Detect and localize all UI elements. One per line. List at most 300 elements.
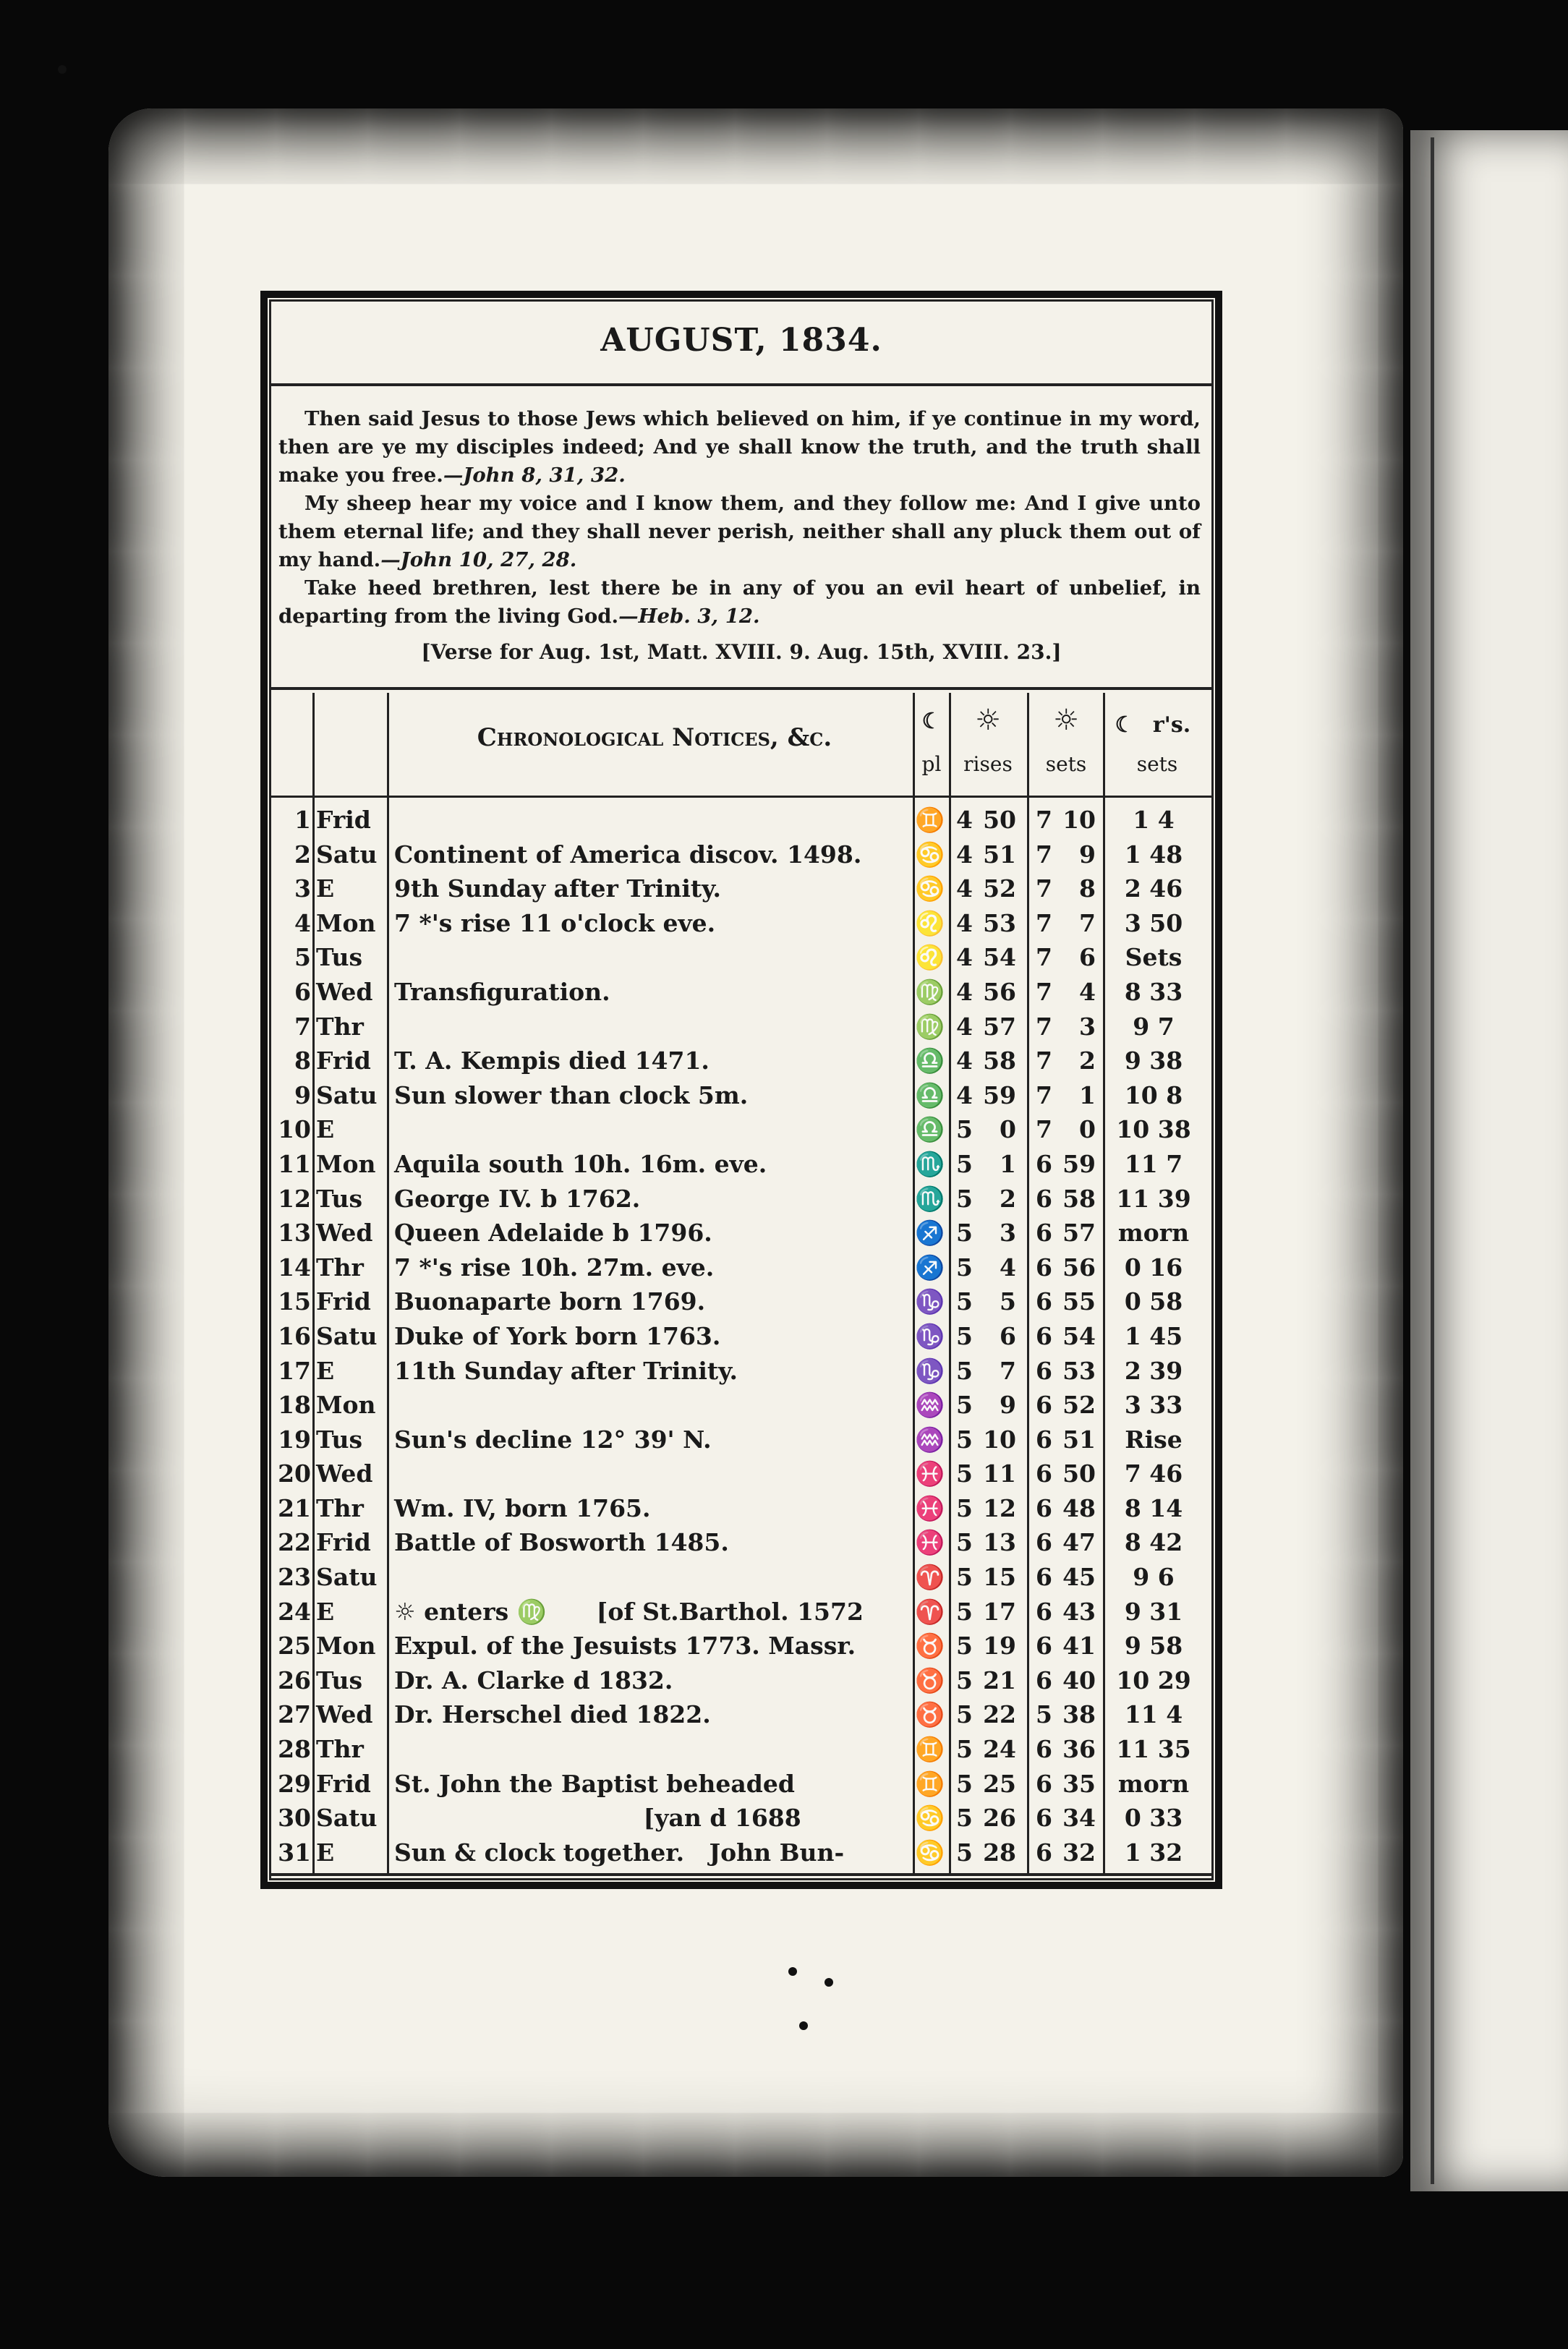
day-number: 5 (294, 943, 311, 972)
verse-ref: —John 10, 27, 28. (380, 548, 577, 571)
zodiac-sign: ♓ (915, 1528, 945, 1557)
moon-time: 2 46 (1124, 874, 1183, 903)
sunrise-hour: 4 (956, 1046, 973, 1075)
sunrise-hour: 5 (956, 1356, 973, 1385)
weekday: Satu (316, 1563, 378, 1592)
weekday: E (316, 874, 335, 903)
sunrise-hour: 5 (956, 1493, 973, 1522)
day-number: 11 (278, 1149, 311, 1178)
weekday: Thr (316, 1253, 364, 1282)
sunset-minute: 1 (1079, 1080, 1096, 1109)
weekday: Mon (316, 908, 376, 937)
sunrise-minute: 52 (983, 874, 1016, 903)
header-bottom-rule (271, 796, 1211, 798)
sunrise-hour: 5 (956, 1459, 973, 1488)
sunrise-hour: 4 (956, 840, 973, 869)
calendar-row (271, 1216, 1211, 1250)
moon-time: 11 39 (1116, 1184, 1191, 1213)
moon-time: 0 16 (1124, 1253, 1183, 1282)
calendar-row (271, 1836, 1211, 1870)
sunrise-hour: 5 (956, 1287, 973, 1316)
verse-1 (278, 405, 1201, 490)
sunset-minute: 35 (1062, 1769, 1096, 1798)
sunset-hour: 6 (1036, 1838, 1052, 1867)
sunset-minute: 2 (1079, 1046, 1096, 1075)
zodiac-sign: ♎ (915, 1080, 945, 1109)
moon-time: 8 42 (1124, 1528, 1183, 1557)
calendar-row (271, 1112, 1211, 1147)
sunrise-hour: 5 (956, 1391, 973, 1420)
sunrise-minute: 22 (983, 1700, 1016, 1729)
sunset-hour: 5 (1036, 1700, 1052, 1729)
notice-text: Sun slower than clock 5m. (394, 1080, 749, 1109)
zodiac-sign: ♎ (915, 1046, 945, 1075)
calendar-row (271, 1388, 1211, 1423)
sunrise-hour: 5 (956, 1528, 973, 1557)
weekday: E (316, 1597, 335, 1626)
notice-text: Battle of Bosworth 1485. (394, 1528, 729, 1557)
ink-speck (799, 2021, 808, 2030)
day-number: 14 (278, 1253, 311, 1282)
sunset-minute: 54 (1062, 1321, 1096, 1350)
day-number: 4 (294, 908, 311, 937)
calendar-row (271, 906, 1211, 941)
zodiac-sign: ♉ (915, 1666, 945, 1694)
moon-time: 3 50 (1124, 908, 1183, 937)
notice-text: Aquila south 10h. 16m. eve. (394, 1149, 767, 1178)
weekday: Tus (316, 943, 363, 972)
calendar-row (271, 1078, 1211, 1113)
sunset-hour: 6 (1036, 1666, 1052, 1694)
sunrise-minute: 15 (983, 1563, 1016, 1592)
calendar-row (271, 1044, 1211, 1078)
notice-text: St. John the Baptist beheaded (394, 1769, 795, 1798)
notices-header: Chronological Notices, &c. (477, 723, 832, 752)
sunrise-hour: 5 (956, 1666, 973, 1694)
moon-time: 9 7 (1133, 1012, 1175, 1041)
weekday: Tus (316, 1184, 363, 1213)
weekday: Mon (316, 1391, 376, 1420)
zodiac-sign: ♓ (915, 1459, 945, 1488)
sunset-hour: 7 (1036, 874, 1052, 903)
zodiac-sign: ♋ (915, 1838, 945, 1867)
sunset-hour: 7 (1036, 1080, 1052, 1109)
sun-sets-label: sets (1045, 752, 1087, 776)
notice-text: 7 *'s rise 11 o'clock eve. (394, 908, 716, 937)
sunset-minute: 6 (1079, 943, 1096, 972)
calendar-rows (271, 803, 1211, 1870)
calendar-row (271, 1423, 1211, 1457)
sunset-minute: 4 (1079, 977, 1096, 1006)
notice-text: ☼ enters ♍ [of St.Barthol. 1572 (394, 1597, 864, 1626)
calendar-row (271, 871, 1211, 906)
calendar-row (271, 1457, 1211, 1491)
sunset-minute: 41 (1062, 1632, 1096, 1660)
sunrise-hour: 5 (956, 1253, 973, 1282)
sunrise-hour: 5 (956, 1115, 973, 1144)
day-number: 7 (294, 1012, 311, 1041)
day-number: 6 (294, 977, 311, 1006)
sunrise-hour: 4 (956, 874, 973, 903)
sunset-hour: 7 (1036, 977, 1052, 1006)
sunset-hour: 6 (1036, 1804, 1052, 1833)
zodiac-sign: ♍ (915, 977, 945, 1006)
sunrise-minute: 28 (983, 1838, 1016, 1867)
sunrise-minute: 57 (983, 1012, 1016, 1041)
sunrise-minute: 59 (983, 1080, 1016, 1109)
sunset-hour: 7 (1036, 943, 1052, 972)
moon-time: morn (1117, 1769, 1190, 1798)
sunrise-minute: 25 (983, 1769, 1016, 1798)
weekday: Satu (316, 840, 378, 869)
notice-text: Buonaparte born 1769. (394, 1287, 706, 1316)
day-number: 10 (278, 1115, 311, 1144)
sunset-minute: 38 (1062, 1700, 1096, 1729)
verse-ref: —John 8, 31, 32. (443, 464, 626, 487)
sunset-minute: 9 (1079, 840, 1096, 869)
sunrise-minute: 9 (1000, 1391, 1016, 1420)
day-number: 17 (278, 1356, 311, 1385)
day-number: 29 (278, 1769, 311, 1798)
moon-time: 9 58 (1124, 1632, 1183, 1660)
zodiac-sign: ♊ (915, 1735, 945, 1764)
weekday: E (316, 1115, 335, 1144)
moon-time: 11 4 (1124, 1700, 1183, 1729)
sunrise-minute: 11 (983, 1459, 1016, 1488)
sunset-minute: 59 (1062, 1149, 1096, 1178)
calendar-bottom-rule (271, 1873, 1211, 1876)
verse-2 (278, 490, 1201, 574)
sunrise-minute: 7 (1000, 1356, 1016, 1385)
day-number: 30 (278, 1804, 311, 1833)
weekday: Tus (316, 1425, 363, 1454)
weekday: Frid (316, 1046, 371, 1075)
day-number: 12 (278, 1184, 311, 1213)
sunrise-hour: 5 (956, 1184, 973, 1213)
notice-text: George IV. b 1762. (394, 1184, 641, 1213)
day-number: 9 (294, 1080, 311, 1109)
calendar-row (271, 1354, 1211, 1389)
sunset-minute: 47 (1062, 1528, 1096, 1557)
sunrise-minute: 21 (983, 1666, 1016, 1694)
title-rule (271, 383, 1211, 386)
calendar-row (271, 1010, 1211, 1044)
sunset-hour: 6 (1036, 1632, 1052, 1660)
ink-speck (825, 1978, 833, 1987)
day-number: 2 (294, 840, 311, 869)
ink-speck (788, 1967, 797, 1976)
sunset-hour: 6 (1036, 1735, 1052, 1764)
sunset-hour: 6 (1036, 1769, 1052, 1798)
zodiac-sign: ♌ (915, 908, 945, 937)
zodiac-sign: ♌ (915, 943, 945, 972)
zodiac-sign: ♎ (915, 1115, 945, 1144)
verse-text: Then said Jesus to those Jews which believed on him, if ye continue in my word, then are ye my disciples indeed; And ye shall know the truth, and the truth shall make you free. (278, 407, 1201, 487)
zodiac-sign: ♑ (915, 1287, 945, 1316)
notice-text: Queen Adelaide b 1796. (394, 1219, 712, 1248)
moon-time: 0 58 (1124, 1287, 1183, 1316)
sunrise-hour: 5 (956, 1735, 973, 1764)
sunset-hour: 6 (1036, 1597, 1052, 1626)
sunrise-minute: 6 (1000, 1321, 1016, 1350)
calendar-row (271, 837, 1211, 872)
sunrise-hour: 5 (956, 1769, 973, 1798)
month-title: AUGUST, 1834. (600, 322, 882, 359)
notice-text: Expul. of the Jesuists 1773. Massr. (394, 1632, 856, 1660)
notice-text: 11th Sunday after Trinity. (394, 1356, 738, 1385)
sunset-minute: 50 (1062, 1459, 1096, 1488)
moon-time: 8 14 (1124, 1493, 1183, 1522)
calendar-row (271, 1147, 1211, 1182)
sunrise-minute: 0 (1000, 1115, 1016, 1144)
zodiac-sign: ♈ (915, 1597, 945, 1626)
sunrise-minute: 12 (983, 1493, 1016, 1522)
sunrise-minute: 54 (983, 943, 1016, 972)
sunrise-minute: 17 (983, 1597, 1016, 1626)
sunrise-minute: 19 (983, 1632, 1016, 1660)
moon-time: 1 4 (1133, 806, 1175, 834)
facing-page-rule (1431, 137, 1434, 2184)
calendar-row (271, 1491, 1211, 1526)
moon-time: 11 35 (1116, 1735, 1191, 1764)
notice-text: Dr. Herschel died 1822. (394, 1700, 711, 1729)
day-number: 3 (294, 874, 311, 903)
weekday: Frid (316, 1769, 371, 1798)
day-number: 21 (278, 1493, 311, 1522)
day-number: 19 (278, 1425, 311, 1454)
zodiac-sign: ♉ (915, 1700, 945, 1729)
sunset-hour: 7 (1036, 840, 1052, 869)
verse-text: My sheep hear my voice and I know them, and they follow me: And I give unto them eternal life; and they shall never perish, neither shall any pluck them out of my hand. (278, 492, 1201, 571)
sunset-hour: 7 (1036, 908, 1052, 937)
sunset-minute: 58 (1062, 1184, 1096, 1213)
sunset-hour: 6 (1036, 1563, 1052, 1592)
moon-time: 1 32 (1124, 1838, 1183, 1867)
calendar-row (271, 940, 1211, 975)
moon-time: 0 33 (1124, 1804, 1183, 1833)
notice-text: Continent of America discov. 1498. (394, 840, 862, 869)
sunset-minute: 52 (1062, 1391, 1096, 1420)
verse-3 (278, 574, 1201, 631)
notice-text: Duke of York born 1763. (394, 1321, 721, 1350)
sunrise-hour: 5 (956, 1219, 973, 1248)
sunset-minute: 56 (1062, 1253, 1096, 1282)
calendar-row (271, 1560, 1211, 1595)
zodiac-sign: ♋ (915, 840, 945, 869)
day-number: 1 (294, 806, 311, 834)
sunset-minute: 51 (1062, 1425, 1096, 1454)
day-number: 31 (278, 1838, 311, 1867)
header-top-rule (271, 687, 1211, 690)
sunrise-hour: 4 (956, 1080, 973, 1109)
sunset-hour: 6 (1036, 1356, 1052, 1385)
zodiac-sign: ♉ (915, 1632, 945, 1660)
weekday: Thr (316, 1012, 364, 1041)
day-number: 20 (278, 1459, 311, 1488)
calendar-row (271, 1767, 1211, 1802)
sunrise-hour: 5 (956, 1804, 973, 1833)
notice-text: 7 *'s rise 10h. 27m. eve. (394, 1253, 715, 1282)
zodiac-sign: ♋ (915, 874, 945, 903)
weekday: E (316, 1838, 335, 1867)
sunset-hour: 6 (1036, 1184, 1052, 1213)
day-number: 27 (278, 1700, 311, 1729)
sunset-hour: 6 (1036, 1493, 1052, 1522)
sunrise-hour: 5 (956, 1838, 973, 1867)
moon-time: 7 46 (1124, 1459, 1183, 1488)
sunset-hour: 6 (1036, 1149, 1052, 1178)
day-number: 22 (278, 1528, 311, 1557)
day-number: 24 (278, 1597, 311, 1626)
sunset-hour: 6 (1036, 1219, 1052, 1248)
zodiac-sign: ♒ (915, 1425, 945, 1454)
calendar-row (271, 1319, 1211, 1354)
sunrise-minute: 53 (983, 908, 1016, 937)
sunrise-minute: 5 (1000, 1287, 1016, 1316)
sunrise-hour: 5 (956, 1632, 973, 1660)
sunset-hour: 7 (1036, 1046, 1052, 1075)
notice-text: Dr. A. Clarke d 1832. (394, 1666, 673, 1694)
weekday: Satu (316, 1080, 378, 1109)
zodiac-sign: ♑ (915, 1356, 945, 1385)
sunrise-hour: 4 (956, 943, 973, 972)
sunrise-minute: 4 (1000, 1253, 1016, 1282)
sunset-minute: 48 (1062, 1493, 1096, 1522)
sunrise-hour: 4 (956, 977, 973, 1006)
sunrise-hour: 5 (956, 1563, 973, 1592)
day-number: 8 (294, 1046, 311, 1075)
weekday: Wed (316, 1700, 373, 1729)
weekday: E (316, 1356, 335, 1385)
day-number: 18 (278, 1391, 311, 1420)
zodiac-sign: ♊ (915, 806, 945, 834)
moon-time: 3 33 (1124, 1391, 1183, 1420)
sunset-hour: 6 (1036, 1528, 1052, 1557)
sunrise-minute: 2 (1000, 1184, 1016, 1213)
notice-text: Transfiguration. (394, 977, 610, 1006)
zodiac-sign: ♓ (915, 1493, 945, 1522)
weekday: Wed (316, 1459, 373, 1488)
sunrise-minute: 51 (983, 840, 1016, 869)
calendar-row (271, 1182, 1211, 1216)
moon-time: 10 38 (1116, 1115, 1191, 1144)
sunset-hour: 6 (1036, 1459, 1052, 1488)
zodiac-sign: ♈ (915, 1563, 945, 1592)
moon-time: 10 8 (1124, 1080, 1183, 1109)
sunset-minute: 34 (1062, 1804, 1096, 1833)
weekday: Frid (316, 1287, 371, 1316)
sunset-minute: 43 (1062, 1597, 1096, 1626)
calendar-row (271, 975, 1211, 1010)
sunrise-hour: 4 (956, 806, 973, 834)
sunset-minute: 55 (1062, 1287, 1096, 1316)
zodiac-sign: ♑ (915, 1321, 945, 1350)
weekday: Tus (316, 1666, 363, 1694)
sunrise-hour: 5 (956, 1321, 973, 1350)
calendar-row (271, 1801, 1211, 1836)
sunset-minute: 3 (1079, 1012, 1096, 1041)
weekday: Satu (316, 1321, 378, 1350)
notice-text: Sun's decline 12° 39' N. (394, 1425, 712, 1454)
calendar-row (271, 1697, 1211, 1732)
calendar-row (271, 1663, 1211, 1698)
day-number: 25 (278, 1632, 311, 1660)
zodiac-sign: ♏ (915, 1149, 945, 1178)
calendar-row (271, 1525, 1211, 1560)
sunrise-hour: 4 (956, 908, 973, 937)
weekday: Mon (316, 1632, 376, 1660)
moon-time: 9 6 (1133, 1563, 1175, 1592)
day-number: 26 (278, 1666, 311, 1694)
zodiac-sign: ♐ (915, 1253, 945, 1282)
notice-text: 9th Sunday after Trinity. (394, 874, 722, 903)
moon-time: 11 7 (1124, 1149, 1183, 1178)
moon-place-label: pl (921, 752, 942, 776)
sunrise-minute: 1 (1000, 1149, 1016, 1178)
sunset-minute: 45 (1062, 1563, 1096, 1592)
zodiac-sign: ♋ (915, 1804, 945, 1833)
sunrise-hour: 5 (956, 1700, 973, 1729)
sunset-minute: 36 (1062, 1735, 1096, 1764)
notice-text: T. A. Kempis died 1471. (394, 1046, 710, 1075)
weekday: Wed (316, 977, 373, 1006)
zodiac-sign: ♍ (915, 1012, 945, 1041)
moon-time: 8 33 (1124, 977, 1183, 1006)
calendar-row (271, 1595, 1211, 1629)
verse-text: Take heed brethren, lest there be in any of you an evil heart of unbelief, in departing from the living God. (278, 576, 1201, 628)
moon-sets-label: sets (1136, 752, 1178, 776)
weekday: Wed (316, 1219, 373, 1248)
day-number: 13 (278, 1219, 311, 1248)
moon-icon: ☾ (1115, 712, 1135, 738)
moon-time: 2 39 (1124, 1356, 1183, 1385)
zodiac-sign: ♏ (915, 1184, 945, 1213)
sunset-hour: 6 (1036, 1425, 1052, 1454)
sunset-minute: 40 (1062, 1666, 1096, 1694)
sunrise-hour: 5 (956, 1149, 973, 1178)
day-number: 23 (278, 1563, 311, 1592)
weekday: Mon (316, 1149, 376, 1178)
sun-icon: ☼ (975, 703, 1001, 737)
sunset-hour: 6 (1036, 1321, 1052, 1350)
weekday: Thr (316, 1493, 364, 1522)
notice-text: Sun & clock together. John Bun- (394, 1838, 845, 1867)
zodiac-sign: ♐ (915, 1219, 945, 1248)
calendar-row (271, 1732, 1211, 1767)
sunrise-minute: 3 (1000, 1219, 1016, 1248)
sunset-minute: 10 (1062, 806, 1096, 834)
moon-time: Rise (1125, 1425, 1183, 1454)
sunset-hour: 7 (1036, 1012, 1052, 1041)
sunset-minute: 0 (1079, 1115, 1096, 1144)
notice-text: Wm. IV, born 1765. (394, 1493, 651, 1522)
sunrise-hour: 5 (956, 1425, 973, 1454)
sunset-minute: 8 (1079, 874, 1096, 903)
sunrise-minute: 58 (983, 1046, 1016, 1075)
sunrise-hour: 4 (956, 1012, 973, 1041)
weekday: Frid (316, 1528, 371, 1557)
calendar-row (271, 1250, 1211, 1285)
sunrise-minute: 13 (983, 1528, 1016, 1557)
sun-rises-label: rises (963, 752, 1013, 776)
sunrise-minute: 10 (983, 1425, 1016, 1454)
ink-speck (58, 65, 67, 74)
sunset-minute: 32 (1062, 1838, 1096, 1867)
sun-icon: ☼ (1053, 703, 1079, 737)
moon-icon: ☾ (921, 709, 942, 734)
day-number: 16 (278, 1321, 311, 1350)
moon-time: 1 45 (1124, 1321, 1183, 1350)
